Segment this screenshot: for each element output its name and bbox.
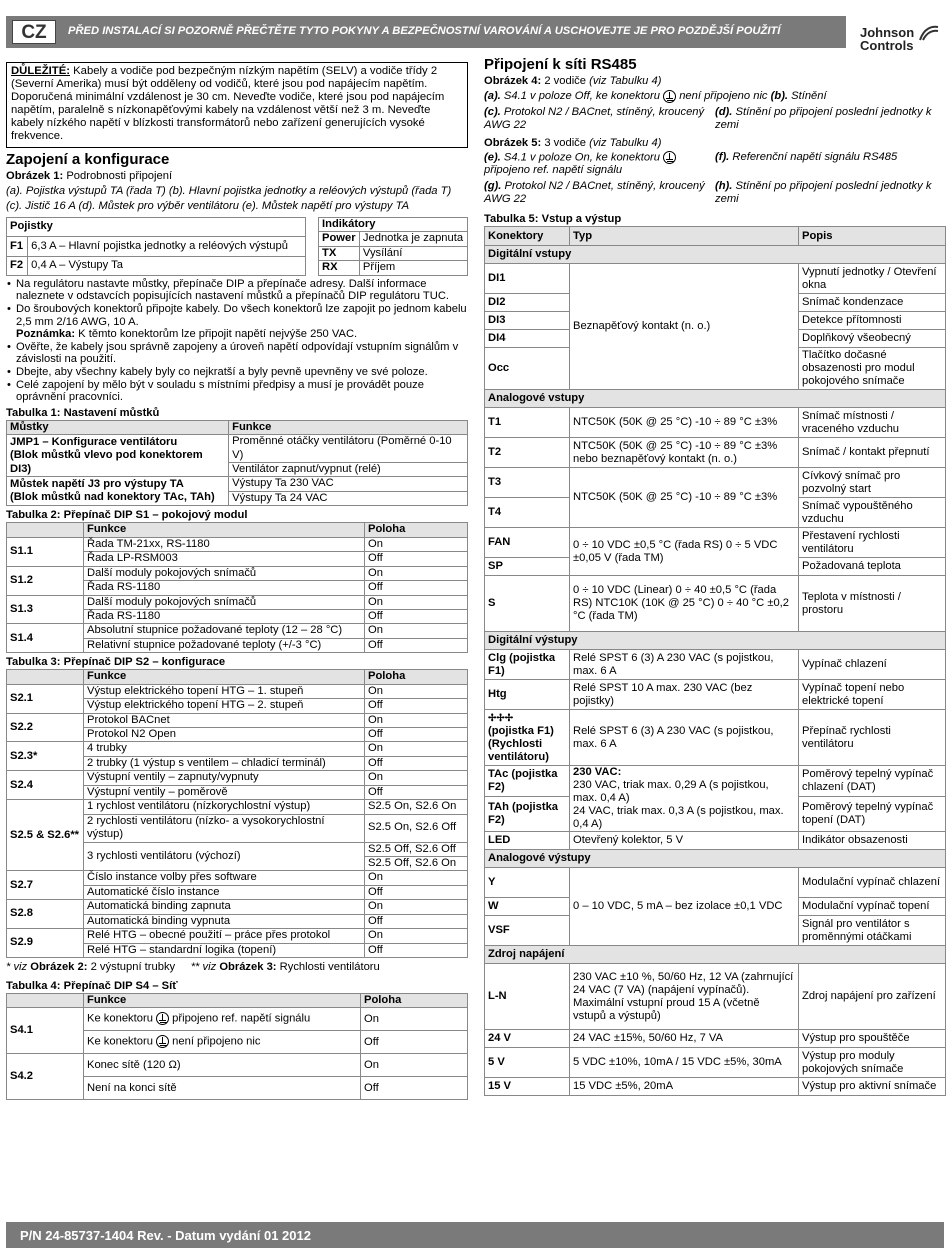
- figure-1-text: Podrobnosti připojení: [66, 170, 173, 182]
- table-cell: On: [365, 771, 468, 785]
- ground-icon: [156, 1012, 169, 1025]
- jumper-key: JMP1 – Konfigurace ventilátoru (Blok můstků vlevo pod konektorem DI3): [7, 435, 229, 477]
- table-cell: Teplota v místnosti / prostoru: [799, 576, 946, 632]
- table-cell: Ventilátor zapnut/vypnut (relé): [229, 463, 468, 477]
- note-text: K těmto konektorům lze připojit napětí nejvýše 250 VAC.: [78, 328, 358, 341]
- table-cell: 230 VAC ±10 %, 50/60 Hz, 12 VA (zahrnující 24 VAC (7 VA) (napájení vypínačů). Maximální vstupní proud 15 A (včetně vstupů a výstupů): [570, 964, 799, 1030]
- connector-key: S: [485, 576, 570, 632]
- table-cell: Automatická binding vypnuta: [84, 914, 365, 928]
- col-header: Poloha: [361, 994, 468, 1008]
- table-cell: Off: [365, 581, 468, 595]
- switch-key: S4.1: [7, 1008, 84, 1054]
- table-cell: Konec sítě (120 Ω): [84, 1054, 361, 1077]
- connector-key: SP: [485, 558, 570, 576]
- table-cell: S2.5 Off, S2.6 On: [365, 856, 468, 870]
- important-label: DŮLEŽITÉ:: [11, 65, 70, 77]
- table-cell: Otevřený kolektor, 5 V: [570, 832, 799, 850]
- table-cell: Protokol BACnet: [84, 713, 365, 727]
- table-cell: 5 VDC ±10%, 10mA / 15 VDC ±5%, 30mA: [570, 1048, 799, 1078]
- table-cell: Relativní stupnice požadované teploty (+/-3 °C): [84, 638, 365, 652]
- table-cell: On: [361, 1054, 468, 1077]
- table-cell: Vypínač topení nebo elektrické topení: [799, 680, 946, 710]
- fuses-header: Pojistky: [7, 218, 306, 237]
- table-cell: Poměrový tepelný vypínač chlazení (DAT): [799, 766, 946, 797]
- ground-icon: [663, 151, 676, 164]
- table-cell: Ke konektoru připojeno ref. napětí signálu: [84, 1008, 361, 1031]
- connector-key: T3: [485, 468, 570, 498]
- table-cell: Výstupní ventily – zapnuty/vypnuty: [84, 771, 365, 785]
- table-cell: Výstup elektrického topení HTG – 2. stupeň: [84, 699, 365, 713]
- connector-key: DI4: [485, 330, 570, 348]
- table-cell: Off: [365, 552, 468, 566]
- section-header: Digitální vstupy: [485, 246, 946, 264]
- col-header: Funkce: [84, 523, 365, 537]
- ground-icon: [156, 1035, 169, 1048]
- logo-mark-icon: [918, 24, 940, 42]
- table-cell: On: [365, 566, 468, 580]
- table-cell: NTC50K (50K @ 25 °C) -10 ÷ 89 °C ±3%: [570, 468, 799, 528]
- connector-key: Clg (pojistka F1): [485, 650, 570, 680]
- table-cell: On: [365, 871, 468, 885]
- section-header: Digitální výstupy: [485, 632, 946, 650]
- col-header: Popis: [799, 227, 946, 246]
- table-3-footnote: * viz Obrázek 2: 2 výstupní trubky ** viz Obrázek 3: Rychlosti ventilátoru: [6, 961, 380, 973]
- table-cell: Modulační vypínač topení: [799, 898, 946, 916]
- table-cell: On: [365, 624, 468, 638]
- left-column: [6, 62, 468, 1100]
- figure-5-text: 3 vodiče: [544, 137, 586, 149]
- table-cell: 2 rychlosti ventilátoru (nízko- a vysokorychlostní výstup): [84, 814, 365, 842]
- col-header: Typ: [570, 227, 799, 246]
- table-cell: Výstup pro spouštěče: [799, 1030, 946, 1048]
- table-cell: Výstup pro moduly pokojových snímače: [799, 1048, 946, 1078]
- indicator-key: Power: [319, 232, 360, 246]
- table-cell: Doplňkový všeobecný: [799, 330, 946, 348]
- table-cell: On: [365, 595, 468, 609]
- fuse-key: F1: [7, 237, 28, 256]
- figure-4-label: Obrázek 4:: [484, 75, 542, 87]
- legend-g: (g). Protokol N2 / BACnet, stíněný, kroucený AWG 22: [484, 180, 705, 206]
- table-cell: Off: [365, 943, 468, 957]
- table-cell: Číslo instance volby přes software: [84, 871, 365, 885]
- table-cell: Beznapěťový kontakt (n. o.): [570, 264, 799, 390]
- list-item: • Celé zapojení by mělo být v souladu s místními předpisy a musí je provádět pouze oprávnění pracovníci.: [16, 379, 468, 404]
- switch-key: S2.8: [7, 900, 84, 929]
- table-cell: Řada RS-1180: [84, 581, 365, 595]
- table-cell: 0 – 10 VDC, 5 mA – bez izolace ±0,1 VDC: [570, 868, 799, 946]
- connector-key: T2: [485, 438, 570, 468]
- table-cell: Detekce přítomnosti: [799, 312, 946, 330]
- table-cell: Snímač / kontakt přepnutí: [799, 438, 946, 468]
- table-cell: Ke konektoru není připojeno nic: [84, 1031, 361, 1054]
- table-cell: Off: [365, 914, 468, 928]
- table-cell: Relé HTG – obecné použití – práce přes protokol: [84, 929, 365, 943]
- table-cell: S2.5 On, S2.6 On: [365, 800, 468, 814]
- table-cell: Relé HTG – standardní logika (topení): [84, 943, 365, 957]
- table-cell: 15 VDC ±5%, 20mA: [570, 1078, 799, 1096]
- note-label: Poznámka:: [16, 328, 76, 341]
- switch-key: S4.2: [7, 1054, 84, 1100]
- header-bar: [6, 16, 846, 48]
- legend-f: (f). Referenční napětí signálu RS485: [715, 151, 898, 163]
- table-4-caption: Tabulka 4: Přepínač DIP S4 – Síť: [6, 980, 178, 992]
- table-cell: Tlačítko dočasné obsazenosti pro modul pokojového snímače: [799, 348, 946, 390]
- table-cell: Výstupní ventily – poměrově: [84, 785, 365, 799]
- figure-4-ref: (viz Tabulku 4): [589, 75, 662, 87]
- table-1: [6, 420, 468, 507]
- connector-key: Occ: [485, 348, 570, 390]
- list-item: • Na regulátoru nastavte můstky, přepínače DIP a přepínače adresy. Další informace naleznete v odstavcích popisujících nastavení můstků a přepínačů DIP regulátoru TUC.: [16, 278, 468, 303]
- table-cell: Snímač vypouštěného vzduchu: [799, 498, 946, 528]
- connector-key: ✢✢✢ (pojistka F1) (Rychlosti ventilátoru): [485, 710, 570, 766]
- switch-key: S2.3*: [7, 742, 84, 771]
- table-cell: Řada LP-RSM003: [84, 552, 365, 566]
- indicators-header: Indikátory: [319, 218, 468, 232]
- table-cell: On: [361, 1008, 468, 1031]
- table-2: [6, 522, 468, 653]
- col-header: Funkce: [84, 994, 361, 1008]
- table-cell: Off: [365, 609, 468, 623]
- connector-key: W: [485, 898, 570, 916]
- legend-d: (d). Stínění po připojení poslední jednotky k zemi: [715, 106, 932, 131]
- table-cell: 0 ÷ 10 VDC ±0,5 °C (řada RS) 0 ÷ 5 VDC ±0,05 V (řada TM): [570, 528, 799, 576]
- table-cell: On: [365, 929, 468, 943]
- table-cell: NTC50K (50K @ 25 °C) -10 ÷ 89 °C ±3% nebo beznapěťový kontakt (n. o.): [570, 438, 799, 468]
- connector-key: T4: [485, 498, 570, 528]
- indicator-desc: Jednotka je zapnuta: [359, 232, 467, 246]
- connector-key: 15 V: [485, 1078, 570, 1096]
- table-cell: Poměrový tepelný vypínač topení (DAT): [799, 797, 946, 832]
- col-header: Funkce: [229, 420, 468, 434]
- list-item: • Ověřte, že kabely jsou správně zapojeny a úroveň napětí odpovídají vstupním signálům v závislosti na použití.: [16, 341, 468, 366]
- table-cell: 2 trubky (1 výstup s ventilem – chladicí terminál): [84, 756, 365, 770]
- table-cell: Relé SPST 10 A max. 230 VAC (bez pojistky): [570, 680, 799, 710]
- fuses-table: [6, 217, 306, 276]
- table-cell: Signál pro ventilátor s proměnnými otáčkami: [799, 916, 946, 946]
- table-3: [6, 669, 468, 958]
- table-cell: Off: [365, 728, 468, 742]
- connector-key: FAN: [485, 528, 570, 558]
- connector-key: LED: [485, 832, 570, 850]
- table-cell: Off: [361, 1077, 468, 1100]
- table-cell: Snímač kondenzace: [799, 294, 946, 312]
- legend-h: (h). Stínění po připojení poslední jednotky k zemi: [715, 180, 932, 206]
- table-3-caption: Tabulka 3: Přepínač DIP S2 – konfigurace: [6, 656, 226, 669]
- connector-key: TAc (pojistka F2): [485, 766, 570, 797]
- figure-1-label: Obrázek 1:: [6, 170, 64, 182]
- table-5-caption: Tabulka 5: Vstup a výstup: [484, 213, 622, 226]
- table-cell: Indikátor obsazenosti: [799, 832, 946, 850]
- connector-key: Htg: [485, 680, 570, 710]
- jumper-key: Můstek napětí J3 pro výstupy TA (Blok můstků nad konektory TAc, TAh): [7, 477, 229, 506]
- legend-c: (c). Protokol N2 / BACnet, stíněný, kroucený AWG 22: [484, 106, 705, 131]
- fuse-key: F2: [7, 256, 28, 275]
- table-cell: Výstupy Ta 24 VAC: [229, 491, 468, 505]
- table-cell: 230 VAC: 230 VAC, triak max. 0,29 A (s pojistkou, max. 0,4 A) 24 VAC, triak max. 0,3 A (s pojistkou, max. 0,4 A): [570, 766, 799, 832]
- table-cell: On: [365, 900, 468, 914]
- connector-key: DI3: [485, 312, 570, 330]
- switch-key: S1.2: [7, 566, 84, 595]
- important-notice: [6, 62, 468, 148]
- ground-icon: [663, 90, 676, 103]
- col-header: Můstky: [7, 420, 229, 434]
- connector-key: DI1: [485, 264, 570, 294]
- table-cell: Proměnné otáčky ventilátoru (Poměrné 0-10 V): [229, 435, 468, 463]
- switch-key: S2.2: [7, 713, 84, 742]
- indicator-key: RX: [319, 261, 360, 275]
- table-cell: Automatická binding zapnuta: [84, 900, 365, 914]
- figure-4-text: 2 vodiče: [544, 75, 586, 87]
- table-cell: 24 VAC ±15%, 50/60 Hz, 7 VA: [570, 1030, 799, 1048]
- figure-5-ref: (viz Tabulku 4): [589, 137, 662, 149]
- table-cell: Off: [365, 638, 468, 652]
- table-cell: Vypínač chlazení: [799, 650, 946, 680]
- col-header: Poloha: [365, 670, 468, 684]
- table-4: [6, 993, 468, 1100]
- connector-key: 24 V: [485, 1030, 570, 1048]
- table-cell: Výstup pro aktivní snímače: [799, 1078, 946, 1096]
- table-cell: Vypnutí jednotky / Otevření okna: [799, 264, 946, 294]
- switch-key: S2.7: [7, 871, 84, 900]
- figure-5-label: Obrázek 5:: [484, 137, 542, 149]
- table-cell: Off: [365, 756, 468, 770]
- table-cell: Off: [365, 785, 468, 799]
- table-cell: 0 ÷ 10 VDC (Linear) 0 ÷ 40 ±0,5 °C (řada RS) NTC10K (10K @ 25 °C) 0 ÷ 40 °C ±0,2 °C (řada TM): [570, 576, 799, 632]
- table-cell: Přepínač rychlosti ventilátoru: [799, 710, 946, 766]
- col-header: Konektory: [485, 227, 570, 246]
- section-header: Analogové výstupy: [485, 850, 946, 868]
- col-header: Funkce: [84, 670, 365, 684]
- table-cell: Off: [365, 699, 468, 713]
- header-warning: PŘED INSTALACÍ SI POZORNĚ PŘEČTĚTE TYTO POKYNY A BEZPEČNOSTNÍ VAROVÁNÍ A USCHOVEJTE JE PRO POZDĚJŠÍ POUŽITÍ: [68, 25, 781, 37]
- footer-bar: [6, 1222, 944, 1248]
- switch-key: S2.1: [7, 684, 84, 713]
- list-item: • Dbejte, aby všechny kabely byly co nejkratší a byly pevně upevněny ve své poloze.: [16, 366, 468, 379]
- rs485-title: Připojení k síti RS485: [484, 56, 637, 73]
- section-header: Analogové vstupy: [485, 390, 946, 408]
- connector-key: TAh (pojistka F2): [485, 797, 570, 832]
- table-cell: NTC50K (50K @ 25 °C) -10 ÷ 89 °C ±3%: [570, 408, 799, 438]
- logo-line-2: Controls: [860, 38, 914, 53]
- table-cell: On: [365, 537, 468, 551]
- table-cell: Přestavení rychlosti ventilátoru: [799, 528, 946, 558]
- company-logo: [860, 26, 942, 52]
- instructions-list: [6, 278, 468, 404]
- table-cell: Protokol N2 Open: [84, 728, 365, 742]
- important-text: Kabely a vodiče pod bezpečným nízkým napětím (SELV) a vodiče třídy 2 (Severní Amerika) musí být odděleny od vodičů, které jsou pod napájecím napětím. Doporučená minimální vzdálenost je 30 cm. Neveďte vodiče, které jsou pod napájecím napětím, paralelně s nízkonapěťovými kabely na vzdálenost větší než 3 m. Neveďte kabely nízkého napětí v blízkosti transformátorů nebo zařízení generujících vysoké frekvence.: [11, 65, 445, 142]
- table-cell: Další moduly pokojových snímačů: [84, 566, 365, 580]
- table-cell: Absolutní stupnice požadované teploty (12 – 28 °C): [84, 624, 365, 638]
- switch-key: S2.4: [7, 771, 84, 800]
- table-5: [484, 226, 946, 1096]
- table-cell: Není na konci sítě: [84, 1077, 361, 1100]
- table-cell: 3 rychlosti ventilátoru (výchozí): [84, 842, 365, 871]
- logo-line-1: Johnson: [860, 25, 915, 40]
- legend-line-2: (c). Jistič 16 A (d). Můstek pro výběr ventilátoru (e). Můstek napětí pro výstupy TA: [6, 200, 410, 212]
- indicator-key: TX: [319, 246, 360, 260]
- table-cell: Cívkový snímač pro pozvolný start: [799, 468, 946, 498]
- table-cell: On: [365, 713, 468, 727]
- legend-e: (e). S4.1 v poloze On, ke konektoru připojeno ref. napětí signálu: [484, 151, 715, 177]
- right-column: [484, 56, 946, 1096]
- list-item: • Do šroubových konektorů připojte kabely. Do všech konektorů lze zapojit po jednom kabelu 2,5 mm 2/16 AWG, 10 A. Poznámka: K těmto konektorům lze připojit napětí nejvýše 250 VAC.: [16, 303, 468, 341]
- connector-key: L-N: [485, 964, 570, 1030]
- table-cell: Modulační vypínač chlazení: [799, 868, 946, 898]
- connector-key: 5 V: [485, 1048, 570, 1078]
- wiring-title: Zapojení a konfigurace: [6, 151, 170, 168]
- table-cell: 4 trubky: [84, 742, 365, 756]
- connector-key: VSF: [485, 916, 570, 946]
- col-header: Poloha: [365, 523, 468, 537]
- table-cell: Off: [361, 1031, 468, 1054]
- fan-icon: ✢✢✢: [488, 712, 514, 724]
- indicators-table: [318, 217, 468, 276]
- connector-key: Y: [485, 868, 570, 898]
- switch-key: S1.4: [7, 624, 84, 653]
- indicator-desc: Vysílání: [359, 246, 467, 260]
- table-cell: Výstup elektrického topení HTG – 1. stupeň: [84, 684, 365, 698]
- connector-key: T1: [485, 408, 570, 438]
- table-cell: Relé SPST 6 (3) A 230 VAC (s pojistkou, max. 6 A: [570, 710, 799, 766]
- table-cell: 1 rychlost ventilátoru (nízkorychlostní výstup): [84, 800, 365, 814]
- fuse-desc: 0,4 A – Výstupy Ta: [28, 256, 306, 275]
- switch-key: S2.9: [7, 929, 84, 958]
- connector-key: DI2: [485, 294, 570, 312]
- switch-key: S1.3: [7, 595, 84, 624]
- table-cell: Výstupy Ta 230 VAC: [229, 477, 468, 491]
- table-cell: Automatické číslo instance: [84, 885, 365, 899]
- part-number: P/N 24-85737-1404 Rev. - Datum vydání 01 2012: [20, 1228, 311, 1243]
- table-cell: Off: [365, 885, 468, 899]
- switch-key: S2.5 & S2.6**: [7, 800, 84, 871]
- table-cell: Relé SPST 6 (3) A 230 VAC (s pojistkou, max. 6 A: [570, 650, 799, 680]
- legend-a-b: (a). S4.1 v poloze Off, ke konektoru není připojeno nic (b). Stínění: [484, 90, 827, 102]
- table-cell: S2.5 On, S2.6 Off: [365, 814, 468, 842]
- fuse-desc: 6,3 A – Hlavní pojistka jednotky a reléových výstupů: [28, 237, 306, 256]
- table-cell: On: [365, 742, 468, 756]
- table-cell: S2.5 Off, S2.6 Off: [365, 842, 468, 856]
- table-cell: Zdroj napájení pro zařízení: [799, 964, 946, 1030]
- indicator-desc: Příjem: [359, 261, 467, 275]
- switch-key: S1.1: [7, 537, 84, 566]
- table-cell: On: [365, 684, 468, 698]
- table-cell: Řada RS-1180: [84, 609, 365, 623]
- table-cell: Další moduly pokojových snímačů: [84, 595, 365, 609]
- legend-line-1: (a). Pojistka výstupů TA (řada T) (b). Hlavní pojistka jednotky a reléových výstupů (řada T): [6, 185, 452, 197]
- table-2-caption: Tabulka 2: Přepínač DIP S1 – pokojový modul: [6, 509, 248, 522]
- table-1-caption: Tabulka 1: Nastavení můstků: [6, 406, 160, 419]
- table-cell: Snímač místnosti / vraceného vzduchu: [799, 408, 946, 438]
- table-cell: Požadovaná teplota: [799, 558, 946, 576]
- language-badge: CZ: [12, 20, 56, 44]
- section-header: Zdroj napájení: [485, 946, 946, 964]
- table-cell: Řada TM-21xx, RS-1180: [84, 537, 365, 551]
